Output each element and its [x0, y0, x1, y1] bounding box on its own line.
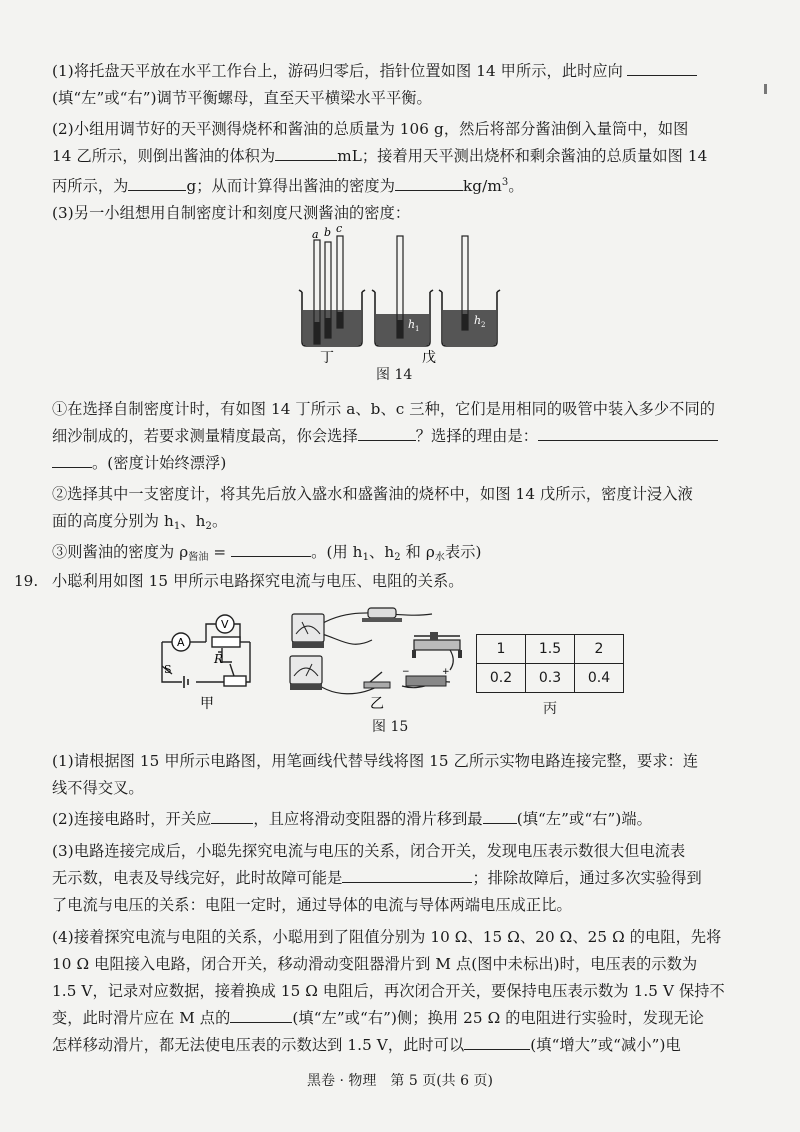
q18-c1-text: 细沙制成的，若要求测量精度最高，你会选择 [52, 427, 358, 445]
switch-label: S [164, 663, 172, 676]
q19-part4-text: 怎样移动滑片，都无法使电压表的示数达到 1.5 V，此时可以 [52, 1036, 465, 1054]
table-cell: 1.5 [526, 635, 575, 664]
q19-part4-line4 [52, 1007, 704, 1029]
q19-part3-line1 [52, 840, 685, 862]
q18-part3-line [52, 202, 410, 224]
sub-label-bing: 丙 [543, 701, 557, 717]
resistor-device [362, 608, 402, 622]
q18-part2-text: 14 乙所示，则倒出酱油的体积为 [52, 147, 276, 165]
table-cell: 2 [575, 635, 624, 664]
height-label-h2-sub: 2 [481, 321, 486, 329]
q19-part1-line2 [52, 777, 144, 799]
q19-part2-text: (填“左”或“右”)端。 [516, 810, 652, 828]
q19-part3-text: 无示数，电表及导线完好，此时故障可能是 [52, 869, 343, 887]
answer-blank[interactable] [358, 426, 416, 441]
q18-part2-line1 [52, 118, 688, 140]
answer-blank[interactable] [231, 542, 311, 557]
rheostat-slider [230, 664, 234, 676]
table-cell: 0.2 [477, 664, 526, 693]
battery-icon [184, 676, 188, 688]
q18-c2-line2 [52, 510, 227, 538]
ammeter-label: A [177, 636, 185, 649]
answer-blank[interactable] [275, 146, 337, 161]
q19-intro-line [52, 570, 464, 592]
subscript: 1 [173, 521, 181, 532]
table-cell: 1 [477, 635, 526, 664]
q18-c2-text: 、h [180, 512, 206, 530]
q19-part4-line1 [52, 926, 721, 948]
q19-part2-line [52, 808, 652, 830]
q19-part4-line3 [52, 980, 725, 1002]
q18-part2-text: 。 [508, 177, 524, 195]
tube-label-a: a [312, 228, 319, 241]
q18-c3-text: 表示) [444, 543, 482, 561]
subscript: 水 [434, 552, 445, 563]
figure-15-physical-circuit [282, 600, 468, 718]
unit-text: kg/m [463, 177, 502, 195]
q19-part4-line2 [52, 953, 697, 975]
sub-label-wu: 戊 [422, 350, 436, 364]
answer-blank[interactable] [211, 809, 253, 824]
subscript: 酱油 [188, 552, 209, 563]
sub-label-ding: 丁 [320, 350, 334, 364]
q19-part4-text: 10 Ω 电阻接入电路，闭合开关，移动滑动变阻器滑片到 M 点(图中未标出)时，电压表的示数为 [52, 955, 698, 973]
switch-device [364, 672, 390, 688]
q19-part4-text: 变，此时滑片应在 M 点的 [52, 1009, 231, 1027]
resistor-icon [212, 637, 240, 647]
q18-c3-text: 。(用 h [311, 543, 363, 561]
beaker-wu-water [372, 236, 433, 346]
q18-part2-line2 [52, 145, 707, 167]
answer-blank[interactable] [627, 61, 697, 76]
q19-part3-text: 了电流与电压的关系：电阻一定时，通过导体的电流与导体两端电压成正比。 [52, 896, 572, 914]
battery-device [402, 667, 450, 686]
answer-blank[interactable] [538, 426, 718, 441]
q18-part1-text-cont: (填“左”或“右”)调节平衡螺母，直至天平横梁水平平衡。 [52, 89, 432, 107]
svg-text:−: − [402, 667, 410, 677]
figure-15-circuit-diagram [150, 600, 260, 718]
answer-blank[interactable] [52, 453, 92, 468]
ammeter-device [292, 614, 324, 648]
q18-c1-text: 。(密度计始终漂浮) [92, 454, 227, 472]
resistor-label: R [214, 652, 224, 666]
q19-part4-line5 [52, 1034, 681, 1056]
subscript: 2 [394, 552, 401, 563]
height-label-h2: h [474, 314, 482, 327]
q19-part3-line2 [52, 867, 702, 889]
q18-part1-line2 [52, 87, 432, 109]
sub-label-yi: 乙 [370, 696, 384, 712]
answer-blank[interactable] [395, 176, 463, 191]
q19-part4-text: (4)接着探究电流与电阻的关系，小聪用到了阻值分别为 10 Ω、15 Ω、20 Ω、25 Ω 的电阻，先将 [52, 928, 722, 946]
q18-c3-text: 和 ρ [400, 543, 435, 561]
answer-blank[interactable] [230, 1008, 292, 1023]
q19-part3-text: ；排除故障后，通过多次实验得到 [472, 869, 702, 887]
figure-14-caption: 图 14 [376, 367, 413, 383]
q18-c1-line2 [52, 425, 718, 447]
q19-part2-text: (2)连接电路时，开关应 [52, 810, 212, 828]
q18-c2-text: 。 [211, 512, 228, 530]
unit-superscript: 3 [501, 177, 509, 188]
q18-c3-text: 、h [369, 543, 395, 561]
q18-c1-text: ①在选择自制密度计时，有如图 14 丁所示 a、b、c 三种，它们是用相同的吸管中装入多少不同的 [52, 400, 716, 418]
q18-part2-text: mL；接着用天平测出烧杯和剩余酱油的总质量如图 14 [337, 147, 708, 165]
q18-part3-text: (3)另一小组想用自制密度计和刻度尺测酱油的密度： [52, 204, 411, 222]
figure-15-data-table [476, 634, 624, 693]
q19-part1-line1 [52, 750, 698, 772]
answer-blank[interactable] [128, 176, 186, 191]
q19-part1-text: 线不得交叉。 [52, 779, 144, 797]
q18-part2-text: 丙所示，为 [52, 177, 129, 195]
q18-c2-text: ②选择其中一支密度计，将其先后放入盛水和盛酱油的烧杯中，如图 14 戊所示，密度计浸入液 [52, 485, 693, 503]
svg-text:+: + [442, 667, 450, 677]
q18-c3-line [52, 541, 482, 569]
table-cell: 0.4 [575, 664, 624, 693]
voltmeter-device [290, 656, 322, 690]
tube-label-b: b [324, 226, 332, 239]
q18-c3-text: ③则酱油的密度为 ρ [52, 543, 189, 561]
q19-number: 19. [14, 572, 39, 590]
q19-part2-text: ，且应将滑动变阻器的滑片移到最 [253, 810, 483, 828]
q18-part2-text: (2)小组用调节好的天平测得烧杯和酱油的总质量为 106 g，然后将部分酱油倒入量筒中，如图 [52, 120, 689, 138]
voltmeter-label: V [221, 618, 229, 631]
rheostat-icon [224, 676, 246, 686]
q18-c2-line1 [52, 483, 693, 505]
q19-part3-line3 [52, 894, 572, 916]
subscript: 2 [205, 521, 212, 532]
height-label-h1: h [408, 318, 416, 331]
table-row [477, 635, 624, 664]
answer-blank[interactable] [483, 809, 517, 824]
q19-intro-text: 小聪利用如图 15 甲所示电路探究电流与电压、电阻的关系。 [52, 572, 464, 590]
answer-blank[interactable] [464, 1035, 530, 1050]
height-label-h1-sub: 1 [415, 325, 420, 333]
q18-c1-line3 [52, 452, 226, 474]
q18-c1-text: ？选择的理由是： [415, 427, 539, 445]
q18-part1-line1 [52, 60, 697, 82]
table-cell: 0.3 [526, 664, 575, 693]
beaker-ding [299, 222, 365, 346]
q19-part4-text: (填“增大”或“减小”)电 [530, 1036, 681, 1054]
beaker-wu-soysauce [439, 236, 500, 346]
page-footer: 黑卷 · 物理 第 5 页(共 6 页) [307, 1073, 493, 1089]
rheostat-device [412, 632, 462, 658]
q18-part1-text: (1)将托盘天平放在水平工作台上，游码归零后，指针位置如图 14 甲所示，此时应向 [52, 62, 623, 80]
sub-label-jia: 甲 [200, 696, 214, 712]
q18-part2-text: g；从而计算得出酱油的密度为 [186, 177, 395, 195]
figure-15-caption: 图 15 [372, 719, 409, 735]
margin-mark [764, 84, 767, 94]
q18-c2-text: 面的高度分别为 h [52, 512, 174, 530]
q19-part3-text: (3)电路连接完成后，小聪先探究电流与电压的关系，闭合开关，发现电压表示数很大但电流表 [52, 842, 686, 860]
q19-part1-text: (1)请根据图 15 甲所示电路图，用笔画线代替导线将图 15 乙所示实物电路连接完整，要求：连 [52, 752, 699, 770]
q18-c3-text: = [208, 543, 232, 561]
subscript: 1 [362, 552, 370, 563]
q18-part2-line3 [52, 172, 524, 197]
q18-c1-line1 [52, 398, 715, 420]
q19-part4-text: (填“左”或“右”)侧；换用 25 Ω 的电阻进行实验时，发现无论 [292, 1009, 704, 1027]
table-row [477, 664, 624, 693]
answer-blank[interactable] [342, 868, 472, 883]
figure-14-beakers [290, 222, 520, 364]
q19-part4-text: 1.5 V，记录对应数据，接着换成 15 Ω 电阻后，再次闭合开关，要保持电压表示数为 1.5 V 保持不 [52, 982, 725, 1000]
tube-label-c: c [336, 222, 343, 235]
